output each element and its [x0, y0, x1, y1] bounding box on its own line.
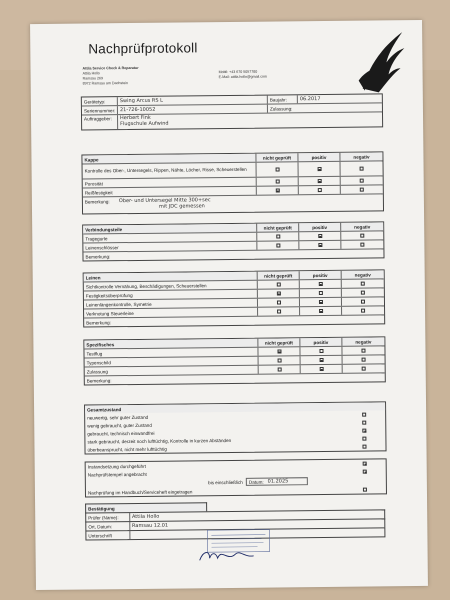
checkbox[interactable]: [363, 462, 367, 466]
checkbox[interactable]: [319, 367, 323, 371]
section-instandsetzung: [85, 458, 387, 497]
checkbox[interactable]: [317, 167, 321, 171]
device-type-label: Gerätetyp:: [82, 97, 118, 105]
serial-label: Seriennummer:: [82, 106, 118, 114]
company-phone: Mobil: +43 670 5057780: [218, 69, 258, 75]
checkbox[interactable]: [319, 349, 323, 353]
checkbox[interactable]: [362, 367, 366, 371]
company-city: 8972 Ramsau am Dachstein: [82, 81, 129, 86]
company-contact: [219, 70, 267, 81]
checkbox[interactable]: [362, 445, 366, 449]
serial-value: 21-726-10052: [118, 105, 268, 115]
checkbox[interactable]: [318, 300, 322, 304]
section-title: Bestätigung: [88, 505, 115, 511]
checkbox[interactable]: [361, 349, 365, 353]
col-positive: positiv: [299, 223, 341, 231]
eagle-logo-icon: [348, 28, 407, 99]
col-not-checked: nicht geprüft: [256, 153, 298, 161]
date-label: Datum:: [248, 479, 264, 485]
spez-row-label: Typenschild: [85, 357, 259, 367]
kappe-remark-line1: Ober- und Untersegel Mitte 300+sec: [118, 197, 211, 205]
checkbox[interactable]: [317, 179, 321, 183]
verbindung-row-label: Leinenschlösser: [83, 242, 257, 252]
repair-label: Instandsetzung durchgeführt: [87, 463, 146, 469]
checkbox[interactable]: [360, 234, 364, 238]
remark-label: Bemerkung:: [86, 377, 112, 383]
company-owner: Attila Hollo: [82, 71, 100, 76]
col-not-checked: nicht geprüft: [258, 338, 300, 346]
section-title: Gesamtzustand: [87, 406, 122, 412]
leinen-row-label: Festigkeitsüberprüfung: [84, 290, 258, 300]
examiner-value: Attila Hollo: [131, 513, 160, 521]
checkbox[interactable]: [360, 167, 364, 171]
checkbox[interactable]: [360, 243, 364, 247]
col-negative: negativ: [354, 224, 371, 230]
checkbox[interactable]: [361, 309, 365, 313]
device-type-value: Swing Arcus RS L: [118, 96, 268, 106]
condition-label: stark gebraucht, derzeit noch lufttüchtig, Kontrolle in kurzen Abständen: [87, 437, 232, 444]
company-name: Attila Service Check & Reparatur: [82, 65, 139, 71]
leinen-row-label: Leinenlängenkontrolle, Symetrie: [84, 299, 258, 309]
date-value: 01.2025: [267, 478, 289, 485]
checkbox[interactable]: [277, 309, 281, 313]
checkbox[interactable]: [275, 188, 279, 192]
section-spezifisches: [83, 336, 385, 385]
checkbox[interactable]: [362, 429, 366, 433]
client-label: Auftraggeber:: [82, 115, 118, 129]
checkbox[interactable]: [362, 358, 366, 362]
condition-label: gebraucht, technisch einwandfrei: [87, 430, 155, 436]
checkbox[interactable]: [361, 291, 365, 295]
checkbox[interactable]: [363, 488, 367, 492]
checkbox[interactable]: [362, 421, 366, 425]
section-title: Leinen: [84, 272, 258, 282]
company-address: [82, 66, 138, 87]
checkbox[interactable]: [318, 243, 322, 247]
checkbox[interactable]: [361, 282, 365, 286]
signature-label: Unterschrift: [86, 531, 130, 539]
checkbox[interactable]: [362, 437, 366, 441]
company-email: E-Mail: attila.hollo@gmail.com: [218, 74, 268, 80]
verbindung-row-label: Tragegurte: [83, 233, 257, 243]
col-positive: positiv: [300, 271, 342, 279]
remark-label: Bemerkung:: [84, 199, 110, 205]
checkbox[interactable]: [319, 358, 323, 362]
checkbox[interactable]: [277, 358, 281, 362]
examiner-label: Prüfer (Name):: [86, 513, 130, 521]
manual-label: Nachprüfung im Handbuch/Serviceheft eingetragen: [87, 488, 193, 495]
leinen-row-label: Sichtkontrolle Vernähung, Beschädigungen, Scheuerstellen: [84, 281, 258, 291]
signature-stamp-icon: [197, 528, 275, 567]
company-street: Ramsau 269: [82, 76, 104, 81]
year-label: Baujahr:: [268, 95, 298, 103]
condition-label: neuwertig, sehr guter Zustand: [87, 414, 149, 420]
checkbox[interactable]: [319, 309, 323, 313]
remark-label: Bemerkung:: [86, 319, 111, 325]
section-title: Verbindungsteile: [83, 224, 257, 234]
checkbox[interactable]: [317, 188, 321, 192]
until-label: bis einschließlich: [208, 479, 243, 485]
checkbox[interactable]: [318, 234, 322, 238]
checkbox[interactable]: [361, 300, 365, 304]
checkbox[interactable]: [360, 188, 364, 192]
section-gesamtzustand: [84, 401, 387, 454]
kappe-remark-line2: mit JDC gemessen: [158, 203, 205, 210]
spez-row-label: Zulassung: [85, 366, 259, 376]
section-title: Spezifisches: [84, 339, 258, 349]
client-value: [118, 112, 382, 129]
checkbox[interactable]: [277, 349, 281, 353]
checkbox[interactable]: [276, 300, 280, 304]
checkbox[interactable]: [276, 282, 280, 286]
kappe-row-label: Porosität: [83, 178, 257, 188]
section-leinen: [83, 269, 386, 327]
approval-label: Zulassung:: [269, 105, 293, 112]
col-negative: negativ: [355, 339, 372, 345]
col-negative: negativ: [353, 154, 370, 160]
condition-label: überbeansprucht, nicht mehr lufttüchtig: [87, 446, 167, 452]
checkbox[interactable]: [360, 179, 364, 183]
checkbox[interactable]: [363, 470, 367, 474]
kappe-row-label: Reißfestigkeit: [83, 187, 257, 197]
section-verbindungsteile: [82, 221, 384, 261]
condition-label: wenig gebraucht, guter Zustand: [87, 422, 152, 428]
client-value-line2: Flugschule Aufwind: [120, 120, 169, 128]
col-positive: positiv: [300, 338, 342, 346]
place-value: Ramsau 12.01: [131, 522, 169, 530]
year-value: 06.2017: [299, 96, 321, 103]
remark-label: Bemerkung:: [85, 253, 111, 260]
checkbox[interactable]: [276, 291, 280, 295]
checkbox[interactable]: [318, 291, 322, 295]
checkbox[interactable]: [275, 167, 279, 171]
checkbox[interactable]: [318, 282, 322, 286]
section-title: Kappe: [82, 154, 256, 164]
device-info-box: [81, 93, 383, 130]
col-positive: positiv: [298, 153, 340, 161]
protocol-sheet: [30, 20, 428, 590]
col-not-checked: nicht geprüft: [257, 223, 299, 231]
col-negative: negativ: [354, 272, 371, 278]
checkbox[interactable]: [277, 367, 281, 371]
section-kappe: [81, 151, 384, 214]
stamp-label: Nachprüfstempel angebracht: [87, 471, 147, 477]
kappe-remark-value: [117, 194, 383, 213]
checkbox[interactable]: [276, 234, 280, 238]
checkbox[interactable]: [276, 243, 280, 247]
date-field: [246, 477, 308, 486]
spez-row-label: Testflug: [84, 348, 258, 358]
checkbox[interactable]: [362, 413, 366, 417]
place-label: Ort, Datum:: [86, 522, 130, 530]
client-value-line1: Herbert Fink: [120, 114, 151, 122]
page-title: Nachprüfprotokoll: [88, 40, 198, 57]
checkbox[interactable]: [275, 179, 279, 183]
leinen-row-label: Verknotung Steuerleine: [84, 308, 258, 318]
kappe-row-label: Kontrolle des Ober-, Untersegels, Rippen, Nähte, Löcher, Risse, Scheuerstellen: [83, 163, 257, 179]
col-not-checked: nicht geprüft: [258, 271, 300, 279]
